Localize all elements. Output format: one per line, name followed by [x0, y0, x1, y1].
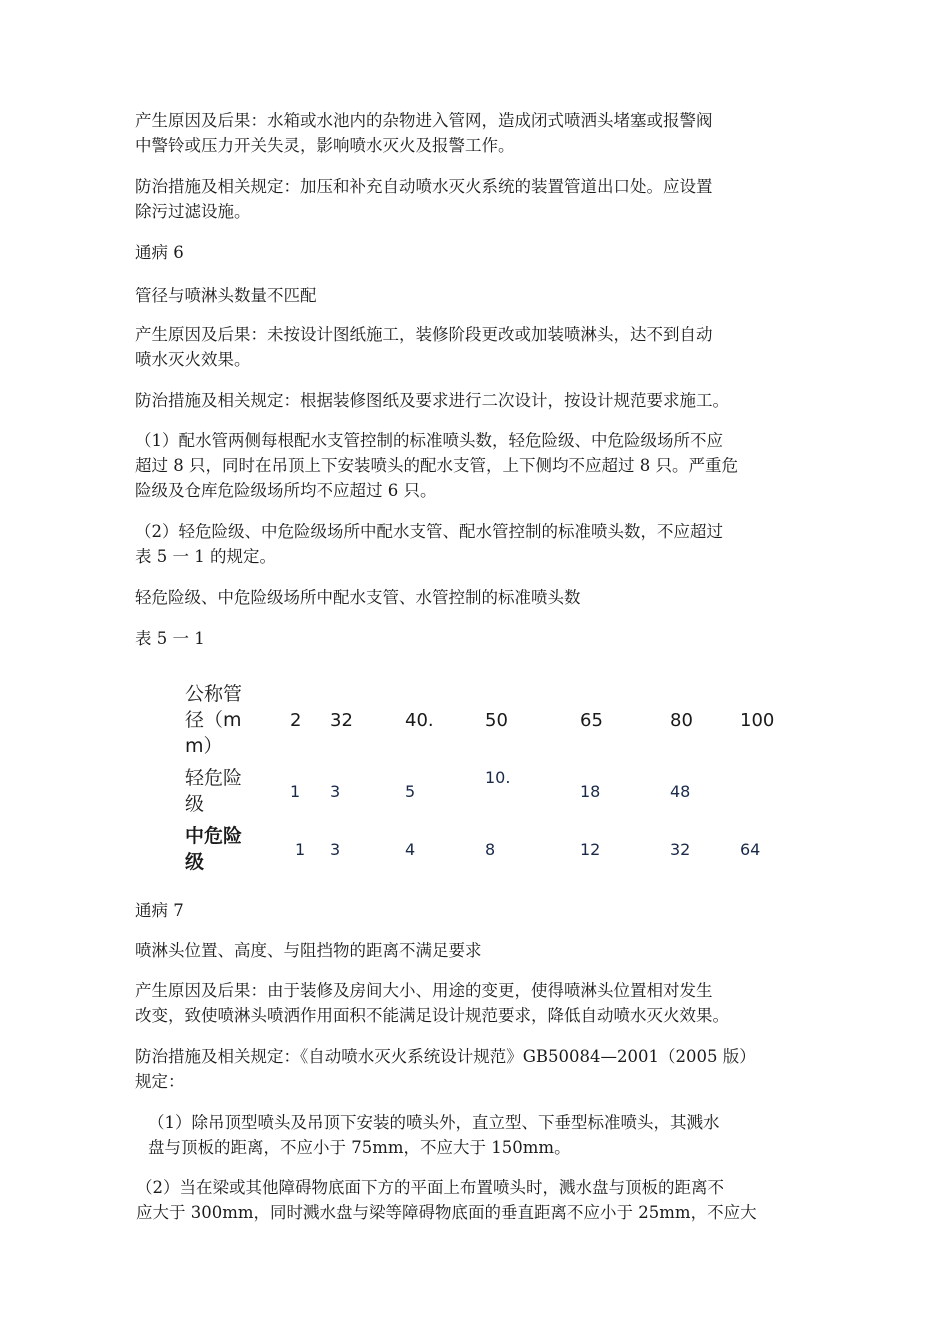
section-heading-6: 通病 6	[135, 243, 184, 262]
table-cell: 4	[405, 839, 416, 859]
paragraph-measures-7	[135, 1044, 835, 1094]
table-cell: 80	[670, 709, 693, 731]
table-row-light-hazard	[185, 762, 800, 820]
table-row-header	[185, 678, 800, 762]
paragraph-measures-1	[135, 174, 835, 224]
section-title-6: 管径与喷淋头数量不匹配	[135, 286, 317, 305]
text-line: 中警铃或压力开关失灵，影响喷水灭火及报警工作。	[135, 136, 515, 155]
table-cell: 10.	[485, 767, 511, 787]
text-line: （2）当在梁或其他障碍物底面下方的平面上布置喷头时，溅水盘与顶板的距离不	[136, 1178, 724, 1197]
paragraph-rule-7-2	[136, 1175, 836, 1225]
table-cell: 1	[295, 839, 306, 859]
paragraph-cause-6	[135, 322, 835, 372]
table-cell: 100	[740, 709, 775, 731]
table-cell: 2	[290, 709, 302, 731]
text-line: 应大于 300mm，同时溅水盘与梁等障碍物底面的垂直距离不应小于 25mm，不应大	[136, 1203, 757, 1222]
table-cell: 32	[330, 709, 353, 731]
table-row-label: 轻危险 级	[185, 767, 243, 815]
text-line: 防治措施及相关规定：《自动喷水灭火系统设计规范》GB50084—2001（2005 版）	[135, 1047, 756, 1066]
table-cell: 48	[670, 781, 691, 801]
table-cell: 32	[670, 839, 691, 859]
text-line: 超过 8 只，同时在吊顶上下安装喷头的配水支管，上下侧均不应超过 8 只。严重危	[135, 456, 738, 475]
text-line: 规定：	[135, 1072, 185, 1091]
paragraph-cause-1	[135, 108, 835, 158]
table-cell: 5	[405, 781, 416, 801]
text-line: （2）轻危险级、中危险级场所中配水支管、配水管控制的标准喷头数，不应超过	[135, 522, 723, 541]
text-line: 险级及仓库危险级场所均不应超过 6 只。	[135, 481, 437, 500]
paragraph-rule-1	[135, 428, 835, 503]
table-cell: 3	[330, 781, 341, 801]
table-cell: 40.	[405, 709, 434, 731]
sprinkler-count-table	[185, 678, 800, 878]
paragraph-measures-6: 防治措施及相关规定：根据装修图纸及要求进行二次设计，按设计规范要求施工。	[135, 391, 729, 410]
text-line: 防治措施及相关规定：加压和补充自动喷水灭火系统的装置管道出口处。应设置	[135, 177, 713, 196]
table-number: 表 5 一 1	[135, 629, 205, 648]
table-row-label: 公称管 径（m m）	[185, 683, 243, 757]
table-cell: 8	[485, 839, 496, 859]
table-cell: 1	[290, 781, 301, 801]
table-cell: 12	[580, 839, 601, 859]
table-caption: 轻危险级、中危险级场所中配水支管、水管控制的标准喷头数	[135, 588, 581, 607]
table-cell: 3	[330, 839, 341, 859]
text-line: 产生原因及后果：未按设计图纸施工，装修阶段更改或加装喷淋头，达不到自动	[135, 325, 713, 344]
text-line: 产生原因及后果：由于装修及房间大小、用途的变更，使得喷淋头位置相对发生	[135, 981, 713, 1000]
table-row-medium-hazard	[185, 820, 800, 878]
table-cell: 18	[580, 781, 601, 801]
text-line: 盘与顶板的距离，不应小于 75mm，不应大于 150mm。	[148, 1138, 571, 1157]
text-line: （1）除吊顶型喷头及吊顶下安装的喷头外，直立型、下垂型标准喷头，其溅水	[148, 1113, 720, 1132]
section-title-7: 喷淋头位置、高度、与阻挡物的距离不满足要求	[135, 941, 482, 960]
paragraph-cause-7	[135, 978, 835, 1028]
paragraph-rule-7-1	[148, 1110, 848, 1160]
text-line: 改变，致使喷淋头喷洒作用面积不能满足设计规范要求，降低自动喷水灭火效果。	[135, 1006, 729, 1025]
paragraph-rule-2	[135, 519, 835, 569]
table-cell	[740, 762, 800, 820]
table-row-label: 中危险 级	[185, 825, 243, 873]
table-cell: 65	[580, 709, 603, 731]
section-heading-7: 通病 7	[135, 901, 184, 920]
table-cell: 50	[485, 709, 508, 731]
text-line: 喷水灭火效果。	[135, 350, 251, 369]
text-line: （1）配水管两侧每根配水支管控制的标准喷头数，轻危险级、中危险级场所不应	[135, 431, 723, 450]
table-cell: 64	[740, 839, 761, 859]
text-line: 除污过滤设施。	[135, 202, 251, 221]
text-line: 产生原因及后果：水箱或水池内的杂物进入管网，造成闭式喷洒头堵塞或报警阀	[135, 111, 713, 130]
text-line: 表 5 一 1 的规定。	[135, 547, 276, 566]
